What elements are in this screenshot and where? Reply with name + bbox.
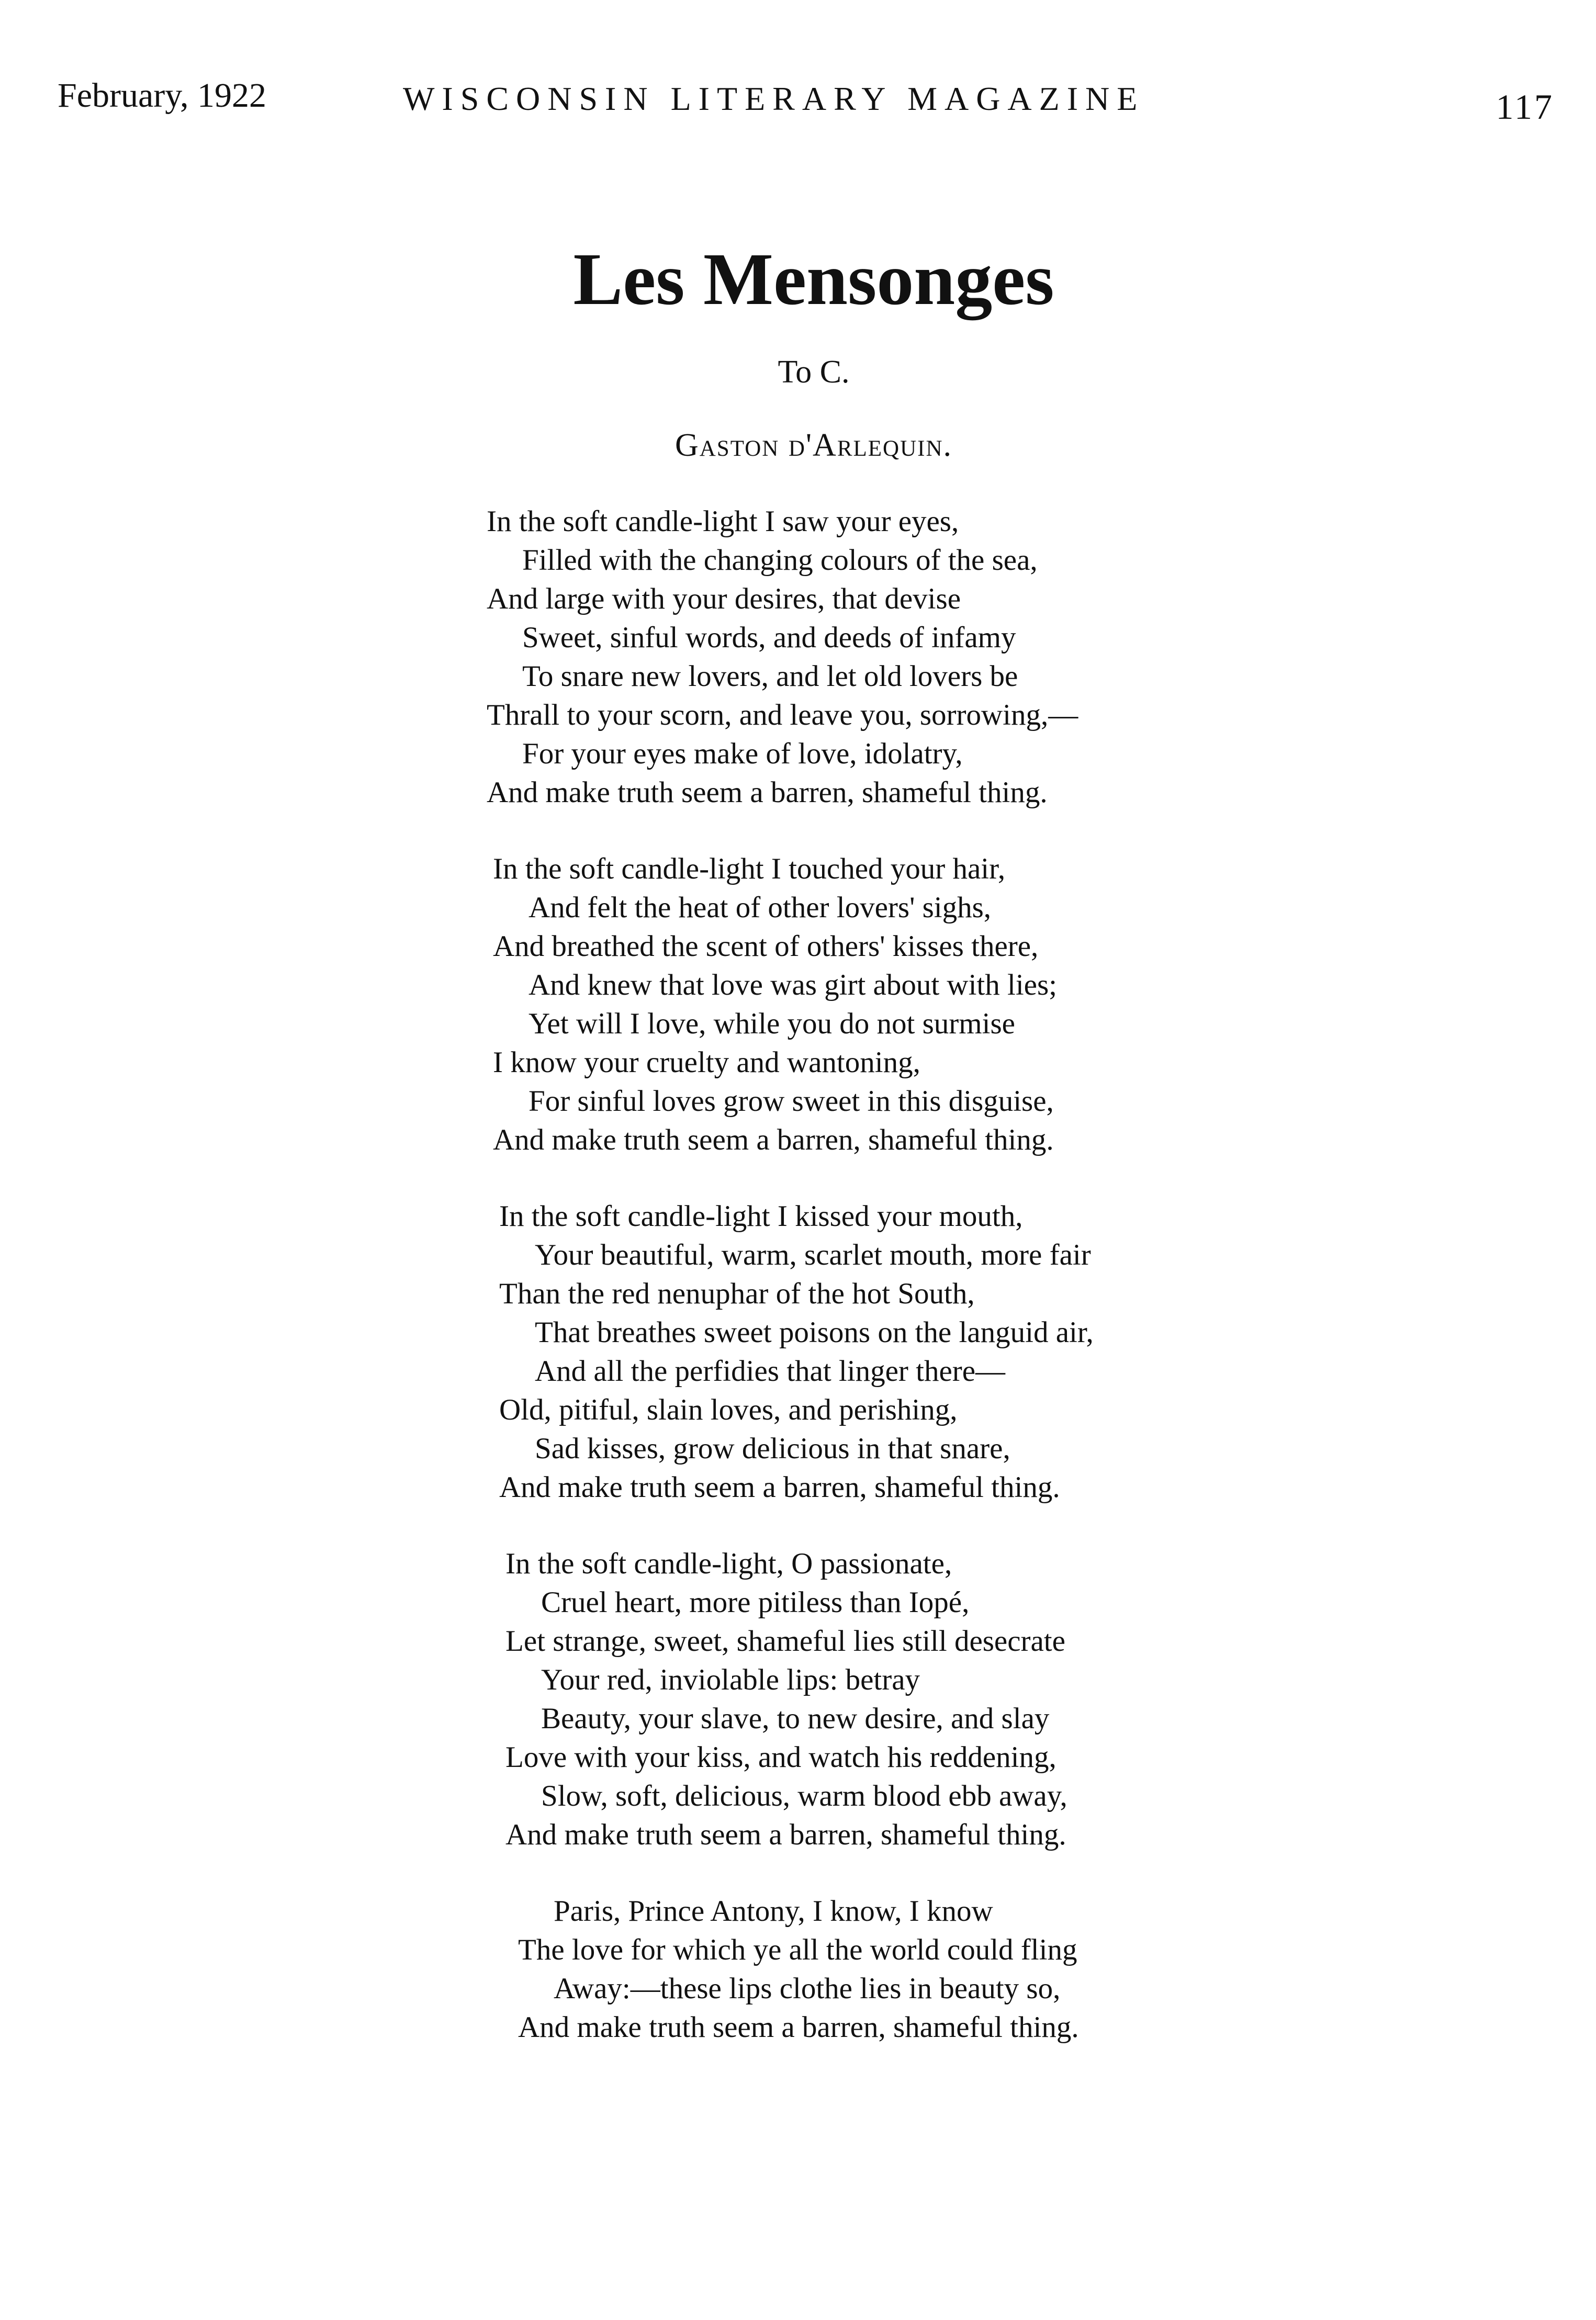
poem-line: Beauty, your slave, to new desire, and slay [541, 1702, 1050, 1735]
poem-line: Yet will I love, while you do not surmise [529, 1007, 1015, 1040]
poem-line: Your red, inviolable lips: betray [541, 1663, 920, 1696]
issue-date: February, 1922 [58, 76, 266, 115]
poem-line: And large with your desires, that devise [487, 582, 961, 615]
poem-line: And breathed the scent of others' kisses there, [493, 930, 1039, 963]
poem-line: Paris, Prince Antony, I know, I know [554, 1895, 993, 1928]
poem-line: And make truth seem a barren, shameful thing. [499, 1471, 1060, 1504]
poem-line: In the soft candle-light I saw your eyes, [487, 505, 959, 538]
poem-line: Away:—these lips clothe lies in beauty so, [554, 1972, 1061, 2005]
poem-line: To snare new lovers, and let old lovers be [522, 660, 1018, 693]
envoi-stanza [487, 1892, 1272, 2047]
poem-body [487, 502, 1272, 2085]
poem-line: Filled with the changing colours of the sea, [522, 544, 1038, 577]
poem-line: Let strange, sweet, shameful lies still desecrate [505, 1625, 1065, 1658]
poem-line: Cruel heart, more pitiless than Iopé, [541, 1586, 970, 1619]
poem-line: I know your cruelty and wantoning, [493, 1046, 920, 1079]
poem-line: Slow, soft, delicious, warm blood ebb away, [541, 1780, 1067, 1812]
poem-line: In the soft candle-light I touched your hair, [493, 852, 1006, 885]
poem-line: And make truth seem a barren, shameful thing. [487, 776, 1048, 809]
magazine-title: WISCONSIN LITERARY MAGAZINE [403, 80, 1145, 117]
poem-line: For sinful loves grow sweet in this disguise, [529, 1085, 1054, 1118]
poem-line: And make truth seem a barren, shameful thing. [493, 1123, 1054, 1156]
poem-line: In the soft candle-light, O passionate, [505, 1547, 952, 1580]
poem-line: Thrall to your scorn, and leave you, sorrowing,— [487, 699, 1078, 731]
poem-line: In the soft candle-light I kissed your mouth, [499, 1200, 1023, 1233]
poem-line: Love with your kiss, and watch his reddening, [505, 1741, 1056, 1774]
poem-line: And make truth seem a barren, shameful thing. [505, 1818, 1066, 1851]
poem-author: Gaston d'Arlequin. [675, 427, 953, 463]
stanza [487, 502, 1272, 812]
poem-line: And knew that love was girt about with lies; [529, 968, 1057, 1001]
poem-dedication: To C. [778, 354, 850, 390]
poem-line: Sweet, sinful words, and deeds of infamy [522, 621, 1016, 654]
poem-line: And felt the heat of other lovers' sighs, [529, 891, 992, 924]
poem-line: Old, pitiful, slain loves, and perishing, [499, 1393, 958, 1426]
poem-line: The love for which ye all the world could fling [518, 1933, 1077, 1966]
poem-line: Sad kisses, grow delicious in that snare, [535, 1432, 1010, 1465]
stanza [487, 850, 1272, 1159]
poem-line: That breathes sweet poisons on the languid air, [535, 1316, 1094, 1349]
stanza [487, 1197, 1272, 1507]
poem-line: Your beautiful, warm, scarlet mouth, more fair [535, 1238, 1091, 1271]
stanza [487, 1545, 1272, 1854]
page-number: 117 [1496, 87, 1554, 127]
poem-line: And make truth seem a barren, shameful thing. [518, 2011, 1079, 2044]
poem-line: Than the red nenuphar of the hot South, [499, 1277, 975, 1310]
poem-line: And all the perfidies that linger there— [535, 1355, 1006, 1388]
poem-title: Les Mensonges [573, 238, 1054, 320]
poem-line: For your eyes make of love, idolatry, [522, 737, 963, 770]
